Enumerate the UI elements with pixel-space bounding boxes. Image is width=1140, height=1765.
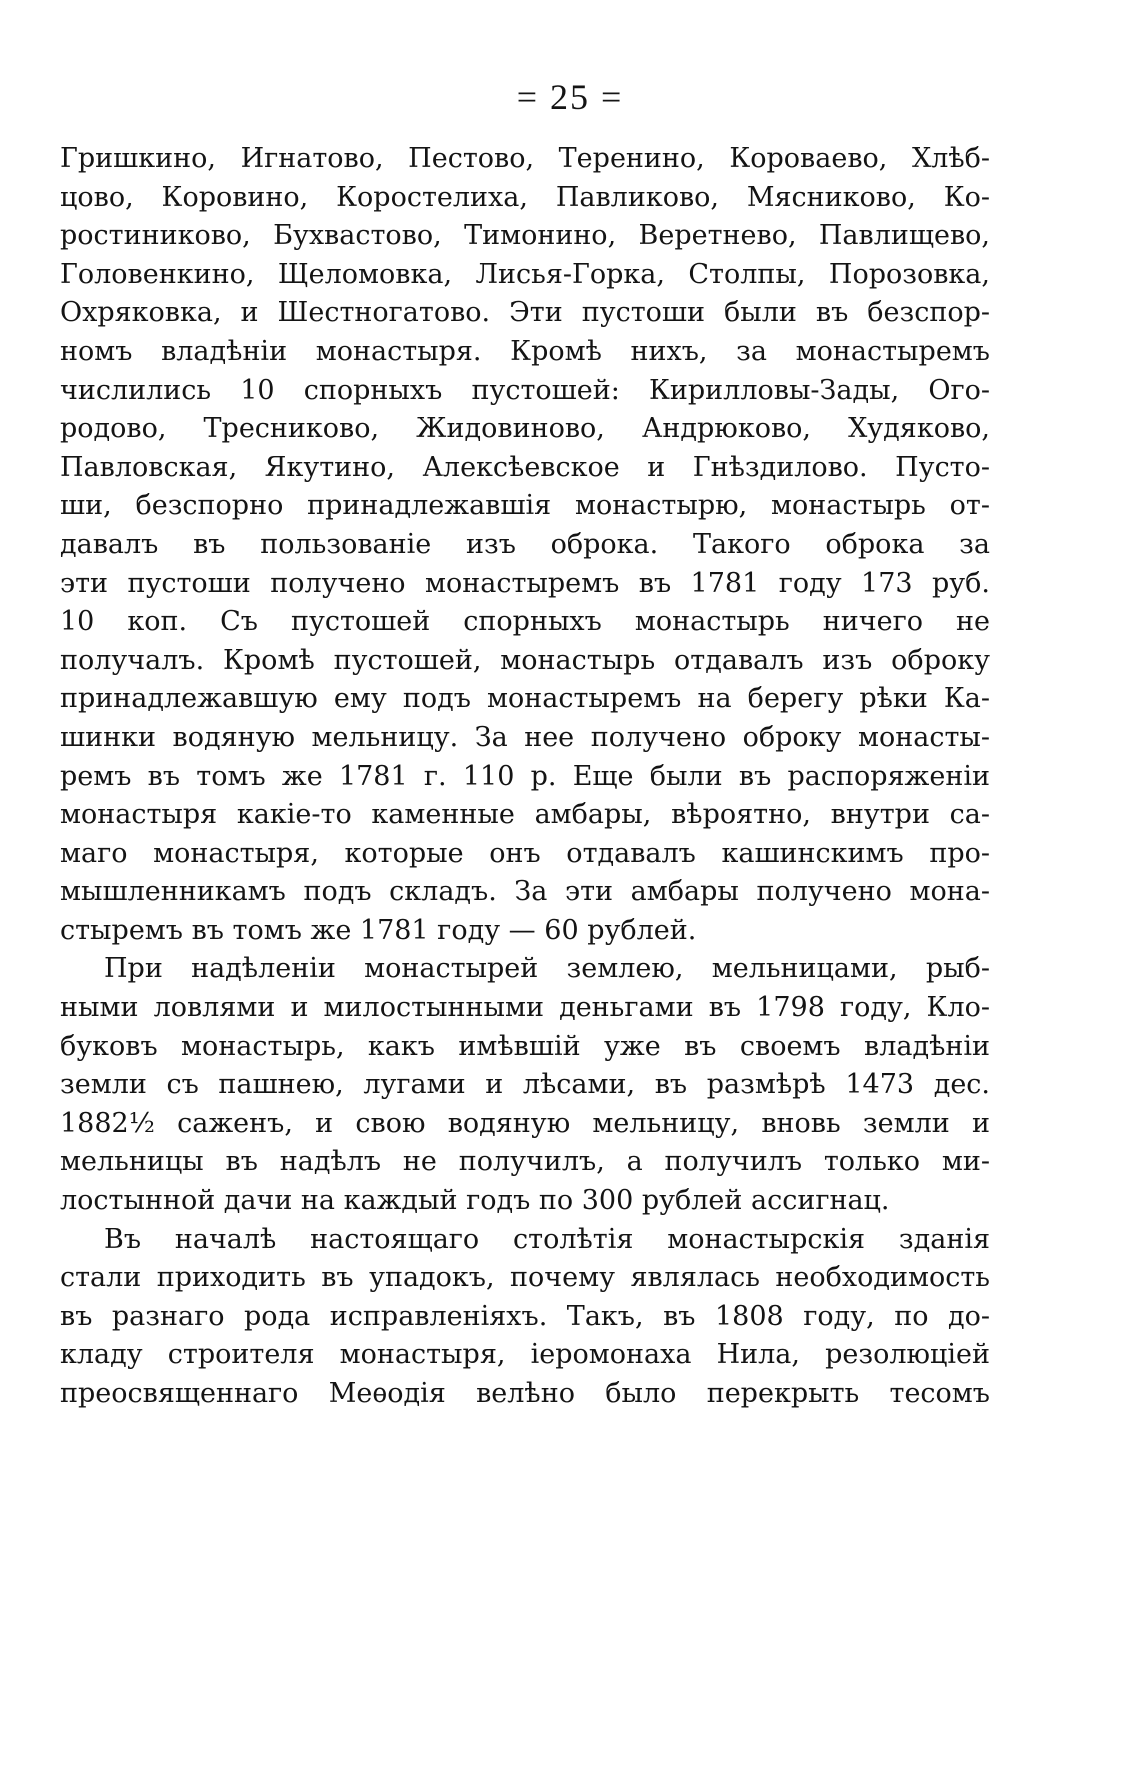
text-line: принадлежавшую ему подъ монастыремъ на берегу рѣки Ка- [60,683,990,715]
text-line: 10 коп. Съ пустошей спорныхъ монастырь ничего не [60,606,990,638]
text-line: ремъ въ томъ же 1781 г. 110 р. Еще были въ распоряженіи [60,760,990,792]
text-line: шинки водяную мельницу. За нее получено оброку монасты- [60,721,990,753]
text-line: Охряковка, и Шестногатово. Эти пустоши были въ безспор- [60,297,990,329]
text-line: ши, безспорно принадлежавшія монастырю, монастырь от- [60,490,990,522]
text-line: При надѣленіи монастырей землею, мельницами, рыб- [104,953,990,985]
text-line: мельницы въ надѣлъ не получилъ, а получилъ только ми- [60,1146,990,1178]
text-line: буковъ монастырь, какъ имѣвшій уже въ своемъ владѣніи [60,1030,990,1062]
text-line: 1882½ саженъ, и свою водяную мельницу, вновь земли и [60,1107,990,1139]
body-text [60,140,990,1414]
text-line: стыремъ въ томъ же 1781 году — 60 рублей. [60,914,697,946]
paragraph-3 [60,1221,990,1414]
text-line: преосвященнаго Меѳодія велѣно было перекрыть тесомъ [60,1378,990,1409]
text-line: ными ловлями и милостынными деньгами въ 1798 году, Кло- [60,992,990,1024]
text-line: Павловская, Якутино, Алексѣевское и Гнѣздилово. Пусто- [60,451,990,483]
text-line: Головенкино, Щеломовка, Лисья-Горка, Столпы, Порозовка, [60,258,990,290]
paragraph-2 [60,950,990,1220]
paragraph-1 [60,140,990,950]
text-line: маго монастыря, которые онъ отдавалъ кашинскимъ про- [60,837,990,869]
text-line: номъ владѣніи монастыря. Кромѣ нихъ, за монастыремъ [60,335,990,367]
text-line: эти пустоши получено монастыремъ въ 1781 году 173 руб. [60,567,990,599]
text-line: кладу строителя монастыря, іеромонаха Нила, резолюціей [60,1339,990,1371]
text-line: числились 10 спорныхъ пустошей: Кирилловы-Зады, Ого- [60,374,990,406]
text-line: получалъ. Кромѣ пустошей, монастырь отдавалъ изъ оброку [60,644,990,676]
text-line: родово, Тресниково, Жидовиново, Андрюково, Худяково, [60,413,990,445]
text-line: Въ началѣ настоящаго столѣтія монастырскія зданія [104,1223,990,1255]
text-line: монастыря какіе-то каменные амбары, вѣроятно, внутри са- [60,799,990,831]
text-line: въ разнаго рода исправленіяхъ. Такъ, въ 1808 году, по до- [60,1300,990,1332]
page-number: = 25 = [516,77,624,117]
text-line: лостынной дачи на каждый годъ по 300 рублей ассигнац. [60,1185,890,1217]
text-line: стали приходить въ упадокъ, почему являлась необходимость [60,1262,990,1294]
text-line: мышленникамъ подъ складъ. За эти амбары получено мона- [60,876,990,908]
text-line: ростиниково, Бухвастово, Тимонино, Веретнево, Павлищево, [60,220,990,252]
text-line: давалъ въ пользованіе изъ оброка. Такого оброка за [60,528,990,560]
text-line: цово, Коровино, Коростелиха, Павликово, Мясниково, Ко- [60,181,990,213]
text-line: Гришкино, Игнатово, Пестово, Теренино, Короваево, Хлѣб- [60,143,990,174]
text-line: земли съ пашнею, лугами и лѣсами, въ размѣрѣ 1473 дес. [60,1069,990,1101]
